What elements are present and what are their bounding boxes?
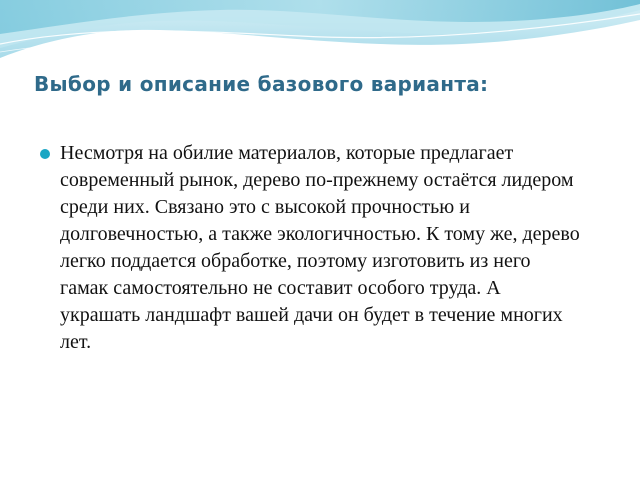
bullet-list <box>40 140 580 356</box>
bullet-text: Несмотря на обилие материалов, которые предлагает современный рынок, дерево по-прежнему остаётся лидером среди них. Связано это с высокой прочностью и долговечностью, а также экологичностью. К тому же, дерево легко поддается обработке, поэтому изготовить из него гамак самостоятельно не составит особого труда. А украшать ландшафт вашей дачи он будет в течение многих лет. <box>60 142 580 353</box>
bullet-item <box>40 140 580 356</box>
bullet-dot-icon <box>40 149 50 159</box>
header-wave-decoration <box>0 0 640 72</box>
slide-title: Выбор и описание базового варианта: <box>34 72 489 96</box>
